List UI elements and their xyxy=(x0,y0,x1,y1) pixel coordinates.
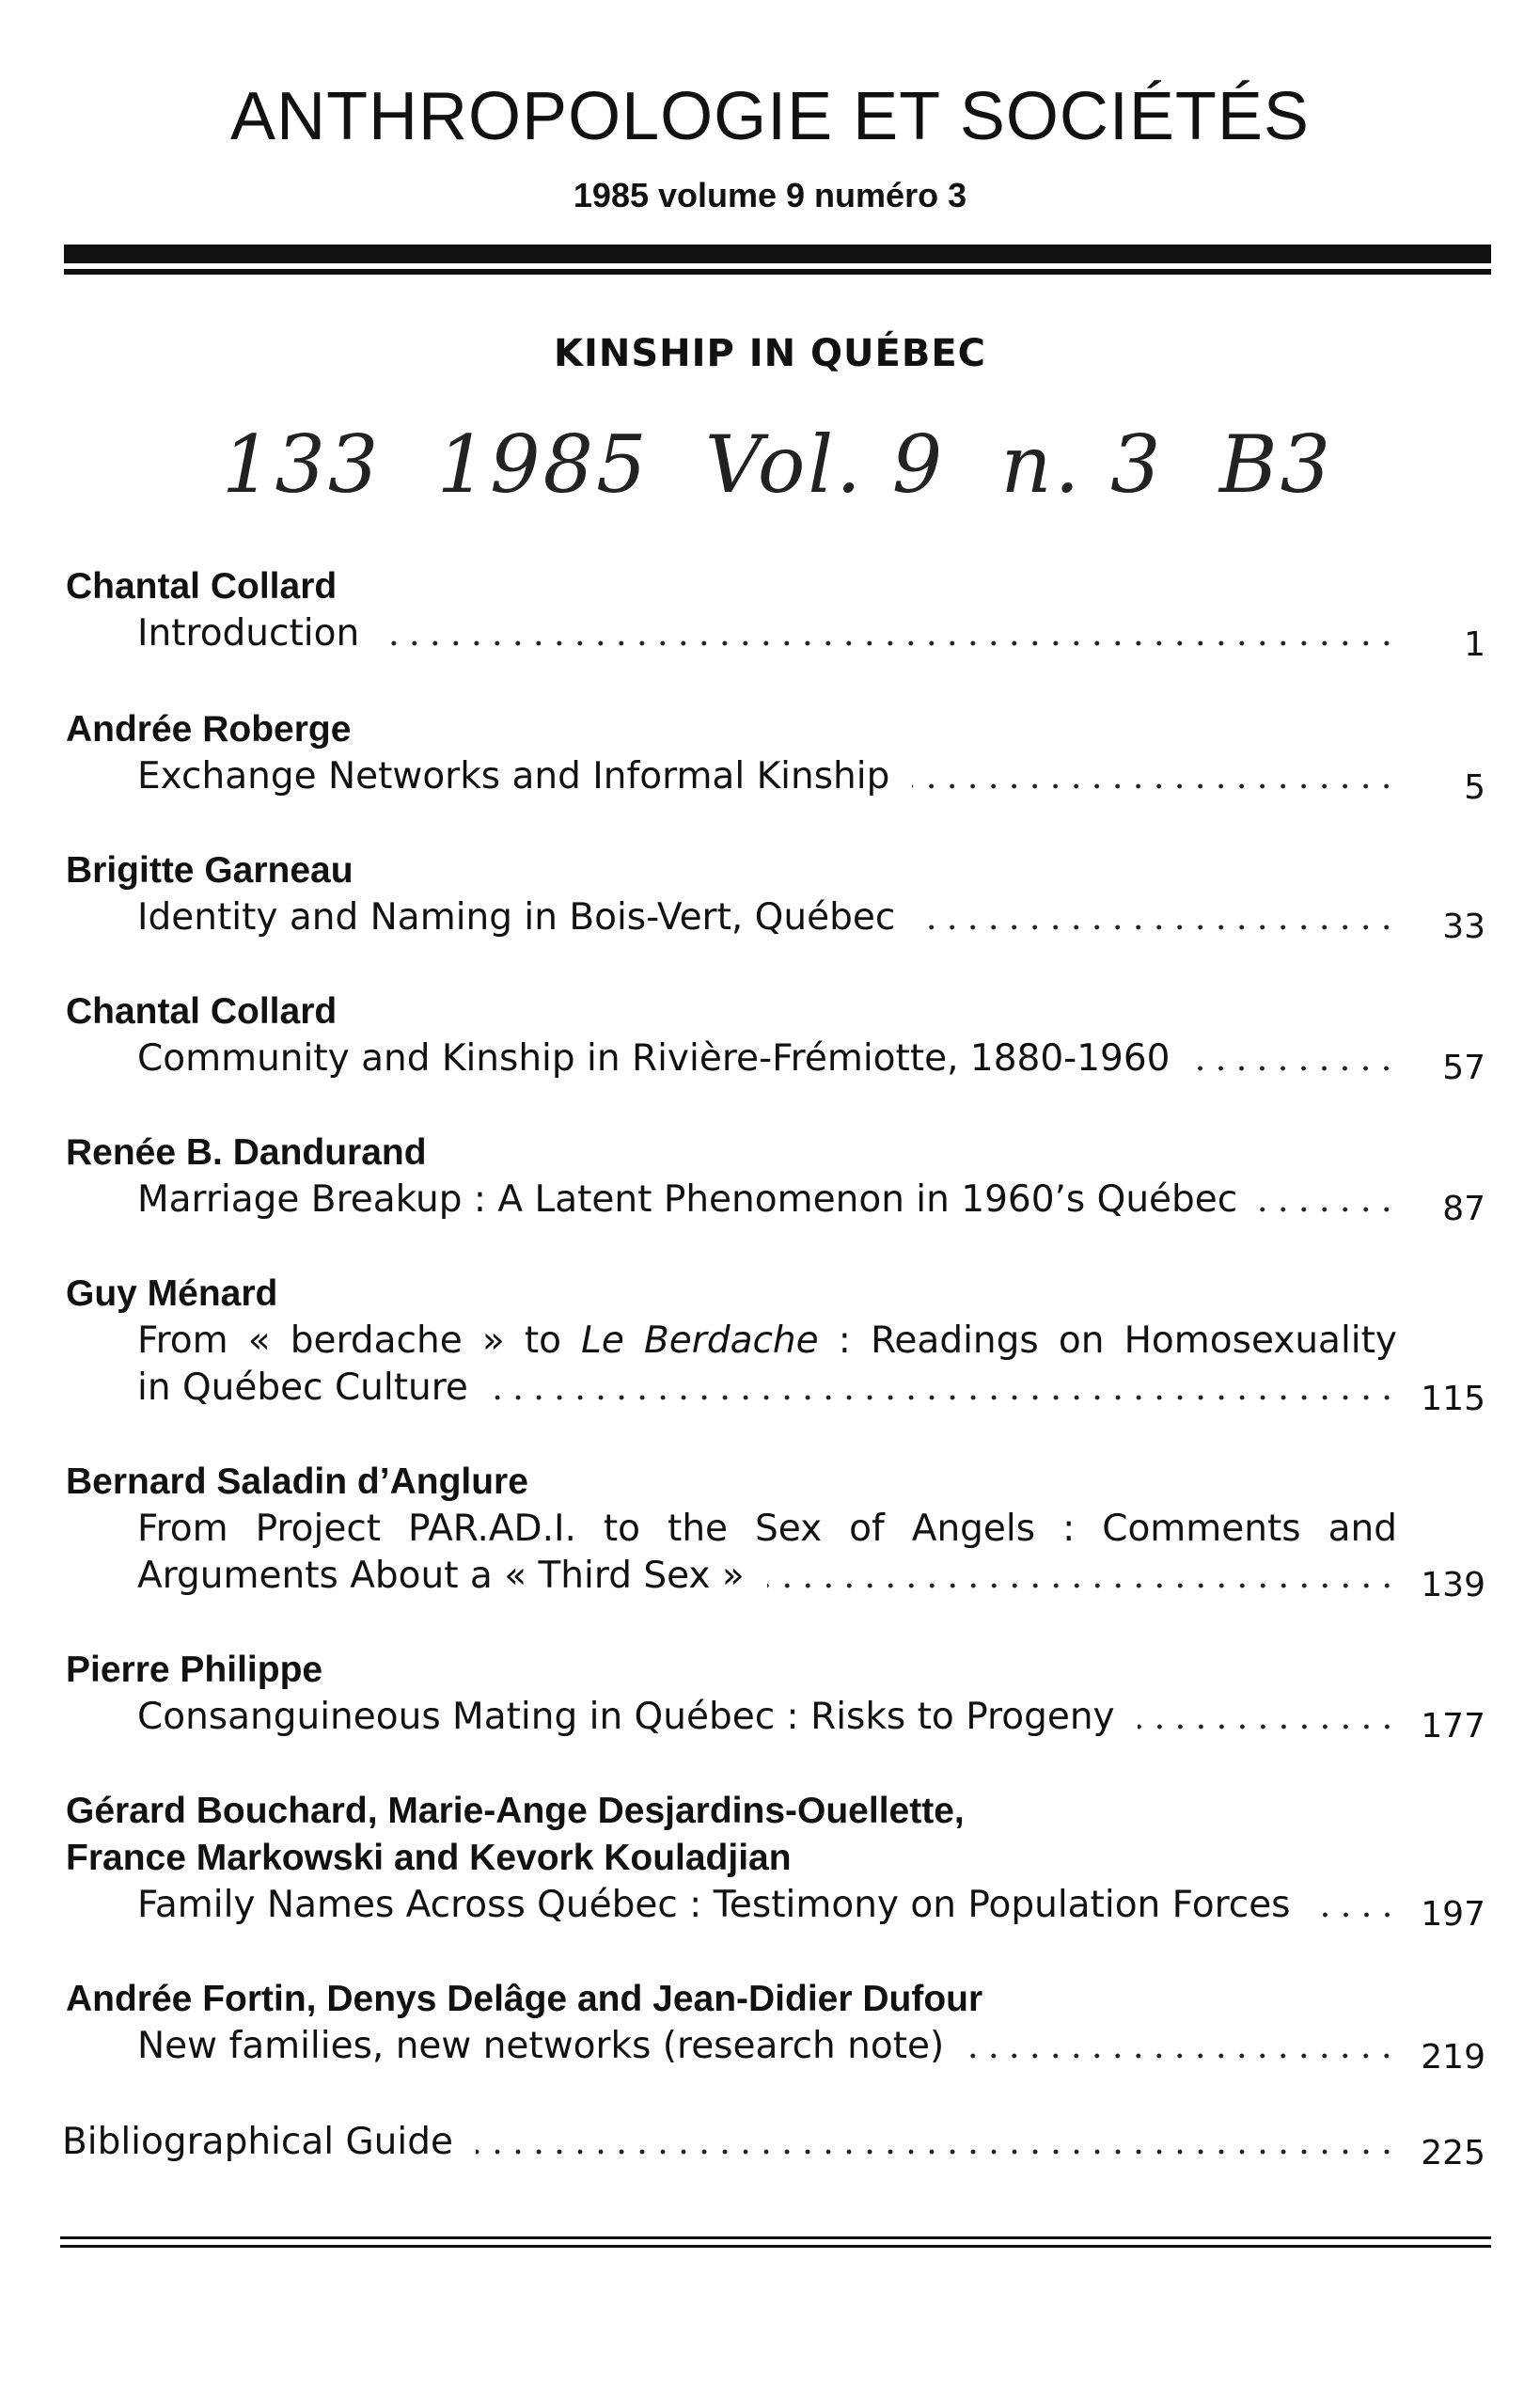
dot-leader xyxy=(1138,1724,1397,1730)
entry-author: Bernard Saladin d’Anglure xyxy=(66,1461,528,1502)
entry-page-number: 115 xyxy=(1421,1380,1485,1418)
entry-title-line[interactable] xyxy=(137,1696,1397,1738)
entry-title: Family Names Across Québec : Testimony on Population Forces xyxy=(137,1884,1291,1926)
handwritten-call-number: 133 1985 Vol. 9 n. 3 B3 xyxy=(222,419,1334,511)
entry-title-line[interactable]: From Project PAR.AD.I. to the Sex of Angels : Comments and xyxy=(137,1508,1397,1550)
entry-title-line[interactable] xyxy=(137,1884,1397,1926)
entry-title-continuation: in Québec Culture xyxy=(137,1366,468,1409)
bibliography-page-number: 225 xyxy=(1421,2134,1485,2172)
entry-author: France Markowski and Kevork Kouladjian xyxy=(66,1838,792,1878)
bottom-rule-line xyxy=(60,2236,1491,2239)
entry-title-line[interactable] xyxy=(137,2025,1397,2067)
entry-title: Community and Kinship in Rivière-Frémiotte, 1880-1960 xyxy=(137,1037,1171,1080)
entry-author: Andrée Roberge xyxy=(66,709,352,750)
entry-author: Renée B. Dandurand xyxy=(66,1132,427,1173)
dot-leader xyxy=(912,783,1397,789)
entry-title: Identity and Naming in Bois-Vert, Québec xyxy=(137,896,896,939)
entry-author: Brigitte Garneau xyxy=(66,850,354,891)
entry-title: Marriage Breakup : A Latent Phenomenon in 1960’s Québec xyxy=(137,1178,1238,1221)
dot-leader xyxy=(767,1583,1397,1588)
entry-author: Chantal Collard xyxy=(66,991,338,1032)
bibliography-line[interactable] xyxy=(62,2121,1397,2163)
dot-leader xyxy=(1260,1207,1397,1212)
entry-title-line[interactable] xyxy=(137,1366,1397,1409)
dot-leader xyxy=(476,2149,1397,2155)
entry-page-number: 1 xyxy=(1464,625,1485,664)
entry-title-part: From « berdache » to xyxy=(137,1319,582,1362)
entry-title-line[interactable] xyxy=(137,896,1397,939)
entry-author: Gérard Bouchard, Marie-Ange Desjardins-Ouellette, xyxy=(66,1791,965,1831)
entry-title-continuation: Arguments About a « Third Sex » xyxy=(137,1555,745,1597)
entry-title-line[interactable] xyxy=(137,1178,1397,1221)
entry-title: Exchange Networks and Informal Kinship xyxy=(137,755,890,798)
entry-title-line[interactable] xyxy=(137,1319,1397,1362)
entry-title: New families, new networks (research note) xyxy=(137,2025,945,2067)
entry-page-number: 219 xyxy=(1421,2038,1485,2077)
dot-leader xyxy=(382,640,1397,646)
dot-leader xyxy=(1313,1912,1397,1918)
entry-title-line[interactable] xyxy=(137,1037,1397,1080)
theme-title: KINSHIP IN QUÉBEC xyxy=(553,332,987,375)
issue-line: 1985 volume 9 numéro 3 xyxy=(573,176,967,214)
journal-title: ANTHROPOLOGIE ET SOCIÉTÉS xyxy=(230,79,1310,154)
entry-author: Guy Ménard xyxy=(66,1273,278,1314)
entry-author: Andrée Fortin, Denys Delâge and Jean-Didier Dufour xyxy=(66,1979,983,2019)
entry-title-line[interactable] xyxy=(137,612,1397,655)
entry-author: Pierre Philippe xyxy=(66,1650,323,1690)
entry-page-number: 139 xyxy=(1421,1566,1485,1604)
entry-page-number: 87 xyxy=(1442,1190,1485,1228)
entry-page-number: 177 xyxy=(1421,1707,1485,1745)
dot-leader xyxy=(918,924,1397,930)
bottom-double-rule xyxy=(60,2236,1491,2250)
entry-title-line[interactable] xyxy=(137,1555,1397,1597)
entry-page-number: 57 xyxy=(1442,1049,1485,1087)
bibliography-title: Bibliographical Guide xyxy=(62,2121,453,2163)
dot-leader xyxy=(966,2053,1397,2059)
dot-leader xyxy=(491,1395,1397,1400)
entry-title-line[interactable] xyxy=(137,755,1397,798)
entry-title: Consanguineous Mating in Québec : Risks to Progeny xyxy=(137,1696,1115,1738)
entry-page-number: 33 xyxy=(1442,908,1485,946)
dot-leader xyxy=(1192,1066,1397,1071)
entry-page-number: 5 xyxy=(1464,768,1485,807)
entry-title-part: : Readings on Homosexuality xyxy=(818,1319,1397,1362)
entry-title: Introduction xyxy=(137,612,360,655)
entry-title-italic: Le Berdache xyxy=(581,1319,819,1362)
entry-page-number: 197 xyxy=(1421,1895,1485,1934)
entry-author: Chantal Collard xyxy=(66,566,338,607)
bottom-rule-line xyxy=(60,2245,1491,2248)
